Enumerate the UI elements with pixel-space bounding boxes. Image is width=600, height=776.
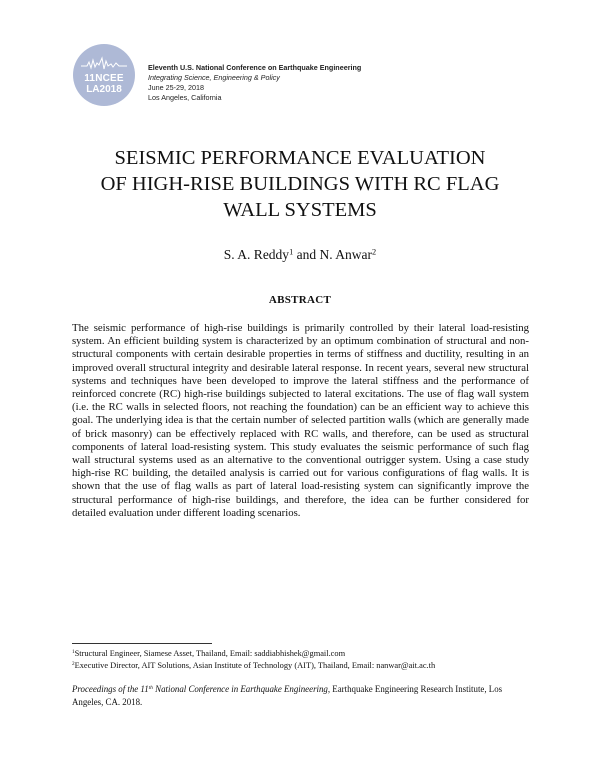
author-connector: and — [293, 247, 320, 262]
footnote-divider — [72, 643, 212, 644]
paper-title — [60, 145, 540, 223]
conference-info — [148, 63, 361, 103]
footnote-2 — [72, 660, 532, 671]
seismograph-icon — [81, 56, 127, 72]
author-1-affiliation: 1 — [289, 247, 294, 257]
conference-name: Eleventh U.S. National Conference on Earthquake Engineering — [148, 63, 362, 72]
footnote-1-mark: 1 — [72, 649, 75, 656]
proceedings-rest: , Earthquake Engineering Research Institute, Los Angeles, CA. 2018. — [72, 684, 503, 707]
logo-text-bottom: LA2018 — [86, 84, 122, 95]
logo-text-top: 11NCEE — [84, 73, 124, 84]
author-1: S. A. Reddy — [223, 247, 290, 262]
proceedings-italic-prefix: Proceedings of the 11 — [72, 684, 149, 694]
footnote-2-text: Executive Director, AIT Solutions, Asian Institute of Technology (AIT), Thailand, Email: nanwar@ait.ac.th — [74, 661, 436, 670]
proceedings-citation — [72, 683, 532, 708]
footnote-1 — [72, 648, 532, 659]
proceedings-ordinal: th — [148, 684, 153, 691]
title-line-3: WALL SYSTEMS — [223, 199, 377, 221]
author-2-affiliation: 2 — [372, 247, 377, 257]
authors-line — [0, 247, 600, 263]
title-line-1: SEISMIC PERFORMANCE EVALUATION — [114, 147, 486, 169]
conference-location: Los Angeles, California — [148, 93, 222, 102]
title-line-2: OF HIGH-RISE BUILDINGS WITH RC FLAG — [100, 173, 500, 195]
conference-subtitle: Integrating Science, Engineering & Policy — [148, 73, 280, 82]
proceedings-italic-suffix: National Conference in Earthquake Engineering — [152, 684, 328, 694]
footnote-2-mark: 2 — [72, 661, 75, 668]
footnote-1-text: Structural Engineer, Siamese Asset, Thailand, Email: saddiabhishek@gmail.com — [74, 649, 346, 658]
author-2: N. Anwar — [319, 247, 372, 262]
abstract-heading: ABSTRACT — [268, 294, 332, 306]
abstract-body: The seismic performance of high-rise buildings is primarily controlled by their lateral load-resisting system. An efficient building system is characterized by an optimum combination of structural and non-structural components with certain desirable properties in terms of stiffness and ductility, resulting in an improved overall structural integrity and desirable lateral response. In recent years, several new structural systems and techniques have been developed to improve the lateral stiffness and the performance of reinforced concrete (RC) high-rise buildings subjected to lateral excitations. The use of flag wall system (i.e. the RC walls in selected floors, not reaching the foundation) can be an efficient way to achieve this goal. The underlying idea is that the certain number of selected partition walls (which are generally made of brick masonry) can be effectively replaced with RC walls, and therefore, can be used as structural components of lateral load-resisting system. This study evaluates the seismic performance of such flag wall structural systems used as an alternative to the conventional outrigger system. Using a case study high-rise RC building, the detailed analysis is carried out for various configurations of flag walls. It is shown that the use of flag walls as part of lateral load-resisting system can significantly improve the structural performance of high-rise buildings, and therefore, the idea can be further considered for detailed evaluation under different loading scenarios. — [72, 322, 529, 519]
conference-dates: June 25-29, 2018 — [148, 83, 204, 92]
conference-logo — [73, 44, 135, 106]
